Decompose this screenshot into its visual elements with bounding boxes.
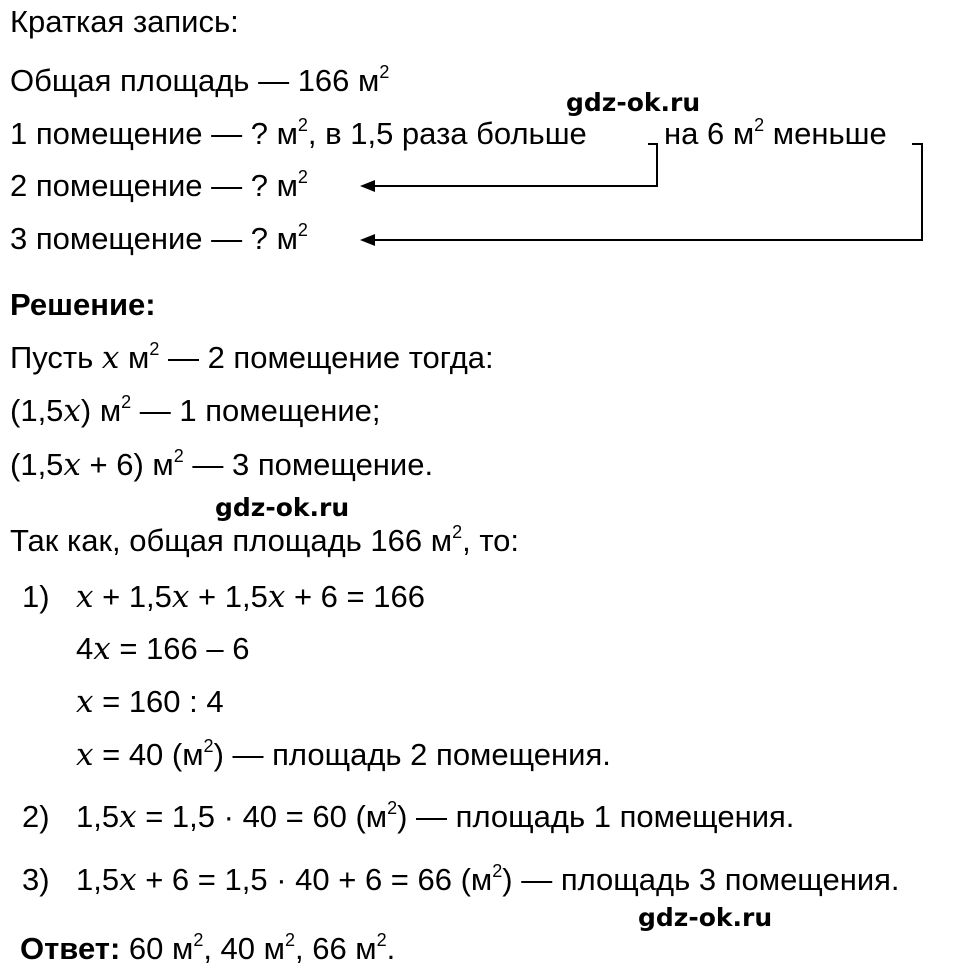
step-2-equation [76, 797, 794, 837]
given-room-3-label: 3 помещение — ? м [10, 221, 298, 256]
step-2-c: ) — площадь 1 помещения. [397, 799, 795, 834]
variable-x: x [119, 799, 137, 835]
step-1-a: + 1,5 [93, 579, 172, 614]
solution-let-a: Пусть [10, 340, 102, 375]
superscript: 2 [149, 339, 160, 359]
answer-label: Ответ: [20, 931, 121, 966]
step-3-equation [76, 860, 900, 900]
variable-x: x [76, 579, 94, 615]
step-1-equation [76, 577, 425, 617]
superscript: 2 [452, 522, 463, 542]
step-3-c: ) — площадь 3 помещения. [502, 862, 900, 897]
bracket-arrows [0, 0, 976, 280]
solution-let [10, 338, 494, 378]
solution-room-3-c: — 3 помещение. [183, 447, 434, 482]
solution-since [10, 521, 519, 561]
step-2-number: 2) [22, 799, 50, 834]
variable-x: x [101, 340, 120, 376]
solution-room-3-a: (1,5 [10, 447, 64, 482]
answer-b: , 40 м [203, 931, 285, 966]
step-1-number: 1) [22, 579, 50, 614]
answer-c: , 66 м [294, 931, 377, 966]
superscript: 2 [284, 930, 295, 950]
superscript: 2 [297, 220, 308, 240]
solution-room-3-b: + 6) м [80, 447, 174, 482]
arrow-room-1-to-room-3 [372, 144, 922, 240]
step-3-number: 3) [22, 862, 50, 897]
step-1-line-4-a: = 40 (м [93, 737, 204, 772]
solution-room-1-b: ) м [80, 393, 122, 428]
solution-let-b: м [119, 340, 150, 375]
short-note-title: Краткая запись: [10, 4, 239, 39]
watermark-middle: gdz-ok.ru [215, 493, 350, 522]
variable-x: x [171, 579, 190, 615]
variable-x: x [93, 631, 111, 667]
solution-room-1-c: — 1 помещение; [131, 393, 381, 428]
arrowhead-room-3 [360, 234, 375, 246]
step-1-line-4-b: ) — площадь 2 помещения. [213, 737, 611, 772]
variable-x: x [76, 737, 94, 773]
superscript: 2 [492, 861, 503, 881]
superscript: 2 [379, 62, 390, 82]
answer [20, 929, 395, 969]
superscript: 2 [297, 115, 308, 135]
step-1-line-2 [76, 629, 250, 669]
given-room-1-diff-a: на 6 м [664, 116, 755, 151]
answer-a: 60 м [120, 931, 194, 966]
solution-room-1-a: (1,5 [10, 393, 64, 428]
given-room-1-label: 1 помещение — ? м [10, 116, 298, 151]
step-1-b: + 1,5 [189, 579, 268, 614]
watermark-bottom: gdz-ok.ru [638, 903, 773, 932]
arrow-room-1-to-room-2 [370, 144, 657, 186]
superscript: 2 [387, 798, 398, 818]
variable-x: x [267, 579, 286, 615]
given-room-1-ratio: , в 1,5 раза больше [307, 116, 587, 151]
superscript: 2 [173, 446, 184, 466]
step-1-line-4 [76, 735, 611, 775]
solution-since-a: Так как, общая площадь 166 м [10, 523, 453, 558]
step-3-b: + 6 = 1,5 · 40 + 6 = 66 (м [136, 862, 493, 897]
step-1-line-2-b: = 166 – 6 [110, 631, 250, 666]
arrowhead-room-2 [360, 180, 375, 192]
watermark-top: gdz-ok.ru [566, 88, 701, 117]
step-2-a: 1,5 [76, 799, 120, 834]
superscript: 2 [203, 736, 214, 756]
variable-x: x [63, 393, 81, 429]
step-1-c: + 6 = 166 [285, 579, 425, 614]
step-1-line-3-text: = 160 : 4 [93, 684, 224, 719]
solution-title: Решение: [10, 287, 156, 322]
solution-let-c: — 2 помещение тогда: [159, 340, 494, 375]
variable-x: x [119, 862, 137, 898]
solution-room-1 [10, 391, 381, 431]
variable-x: x [63, 447, 81, 483]
solution-room-3 [10, 445, 433, 485]
superscript: 2 [754, 115, 765, 135]
given-total-text: Общая площадь — 166 м [10, 63, 380, 98]
answer-d: . [386, 931, 396, 966]
given-room-2-label: 2 помещение — ? м [10, 168, 298, 203]
variable-x: x [76, 684, 94, 720]
superscript: 2 [376, 930, 387, 950]
given-room-1-diff-b: меньше [764, 116, 887, 151]
superscript: 2 [193, 930, 204, 950]
superscript: 2 [297, 167, 308, 187]
step-1-line-3 [76, 682, 224, 722]
step-3-a: 1,5 [76, 862, 120, 897]
step-1-line-2-a: 4 [76, 631, 94, 666]
step-2-b: = 1,5 · 40 = 60 (м [136, 799, 388, 834]
superscript: 2 [121, 392, 132, 412]
solution-since-b: , то: [462, 523, 520, 558]
